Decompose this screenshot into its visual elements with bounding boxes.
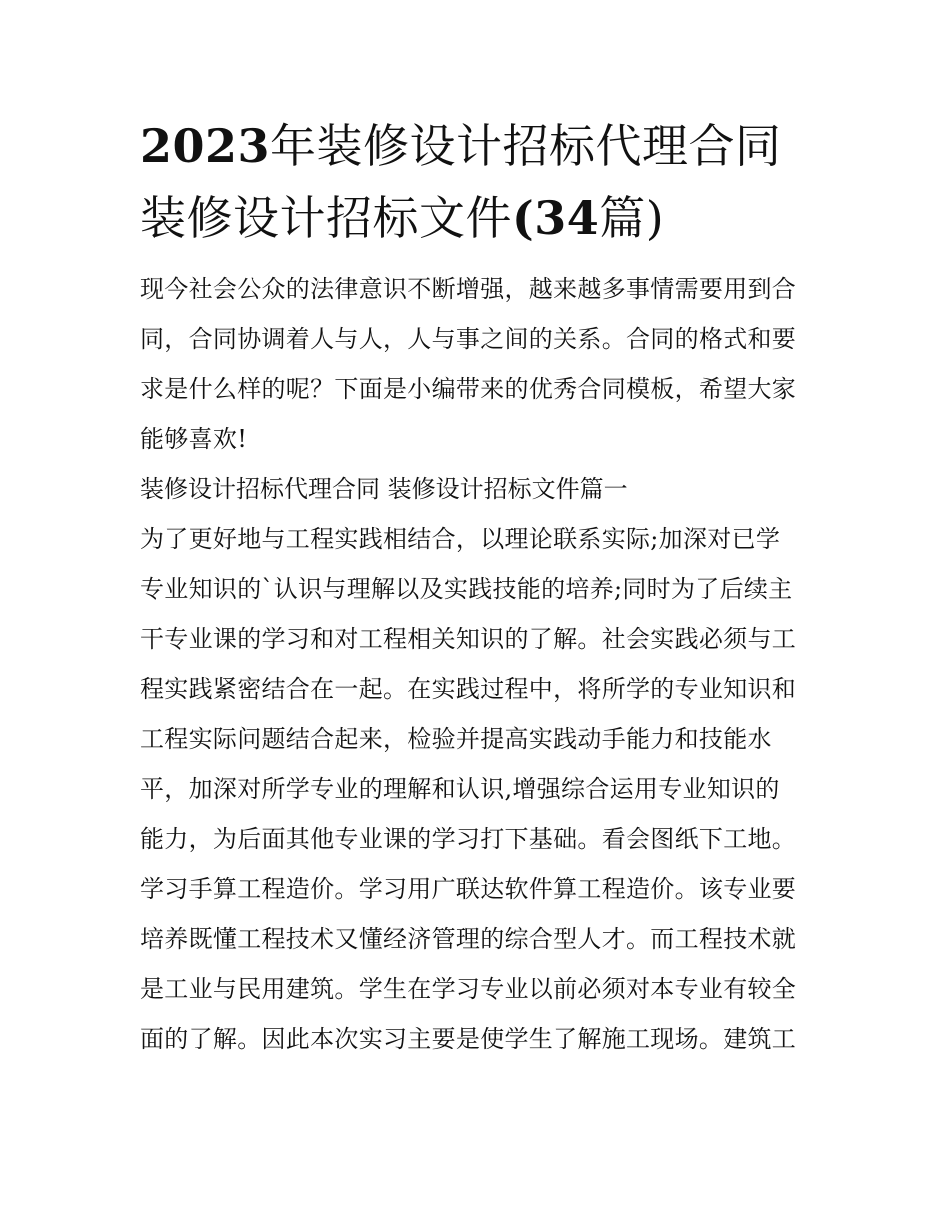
title-count: 34 [534, 191, 600, 245]
body-line: 面的了解。因此本次实习主要是使学生了解施工现场。建筑工 [140, 1025, 797, 1053]
title-paren-open: ( [512, 191, 535, 245]
body-line: 工程实际问题结合起来，检验并提高实践动手能力和技能水 [140, 725, 772, 753]
intro-line: 求是什么样的呢？下面是小编带来的优秀合同模板，希望大家 [140, 375, 797, 403]
title-year: 2023 [140, 119, 271, 173]
intro-line: 现今社会公众的法律意识不断增强，越来越多事情需要用到合 [140, 275, 797, 303]
title-line-1-text: 年装修设计招标代理合同 [270, 119, 782, 173]
body-line: 平，加深对所学专业的理解和认识,增强综合运用专业知识的 [140, 775, 780, 803]
body-line: 培养既懂工程技术又懂经济管理的综合型人才。而工程技术就 [140, 925, 797, 953]
body-line: 为了更好地与工程实践相结合，以理论联系实际;加深对已学 [140, 525, 781, 553]
title-line-2 [140, 182, 815, 254]
intro-paragraph [140, 264, 815, 464]
body-line: 能力，为后面其他专业课的学习打下基础。看会图纸下工地。 [140, 825, 797, 853]
title-line-2-tail: 篇) [599, 191, 665, 245]
title-line-2-text: 装修设计招标文件 [140, 191, 512, 245]
body-line: 干专业课的学习和对工程相关知识的了解。社会实践必须与工 [140, 625, 797, 653]
body-line: 学习手算工程造价。学习用广联达软件算工程造价。该专业要 [140, 875, 797, 903]
section-heading: 装修设计招标代理合同 装修设计招标文件篇一 [140, 475, 628, 503]
intro-line: 同，合同协调着人与人，人与事之间的关系。合同的格式和要 [140, 325, 797, 353]
body-line: 是工业与民用建筑。学生在学习专业以前必须对本专业有较全 [140, 975, 797, 1003]
body-line: 专业知识的`认识与理解以及实践技能的培养;同时为了后续主 [140, 575, 793, 603]
body-line: 程实践紧密结合在一起。在实践过程中，将所学的专业知识和 [140, 675, 797, 703]
intro-line: 能够喜欢! [140, 425, 248, 453]
document-content [140, 110, 815, 1064]
document-title [140, 110, 815, 254]
body-paragraph [140, 514, 815, 1064]
title-line-1 [140, 110, 815, 182]
